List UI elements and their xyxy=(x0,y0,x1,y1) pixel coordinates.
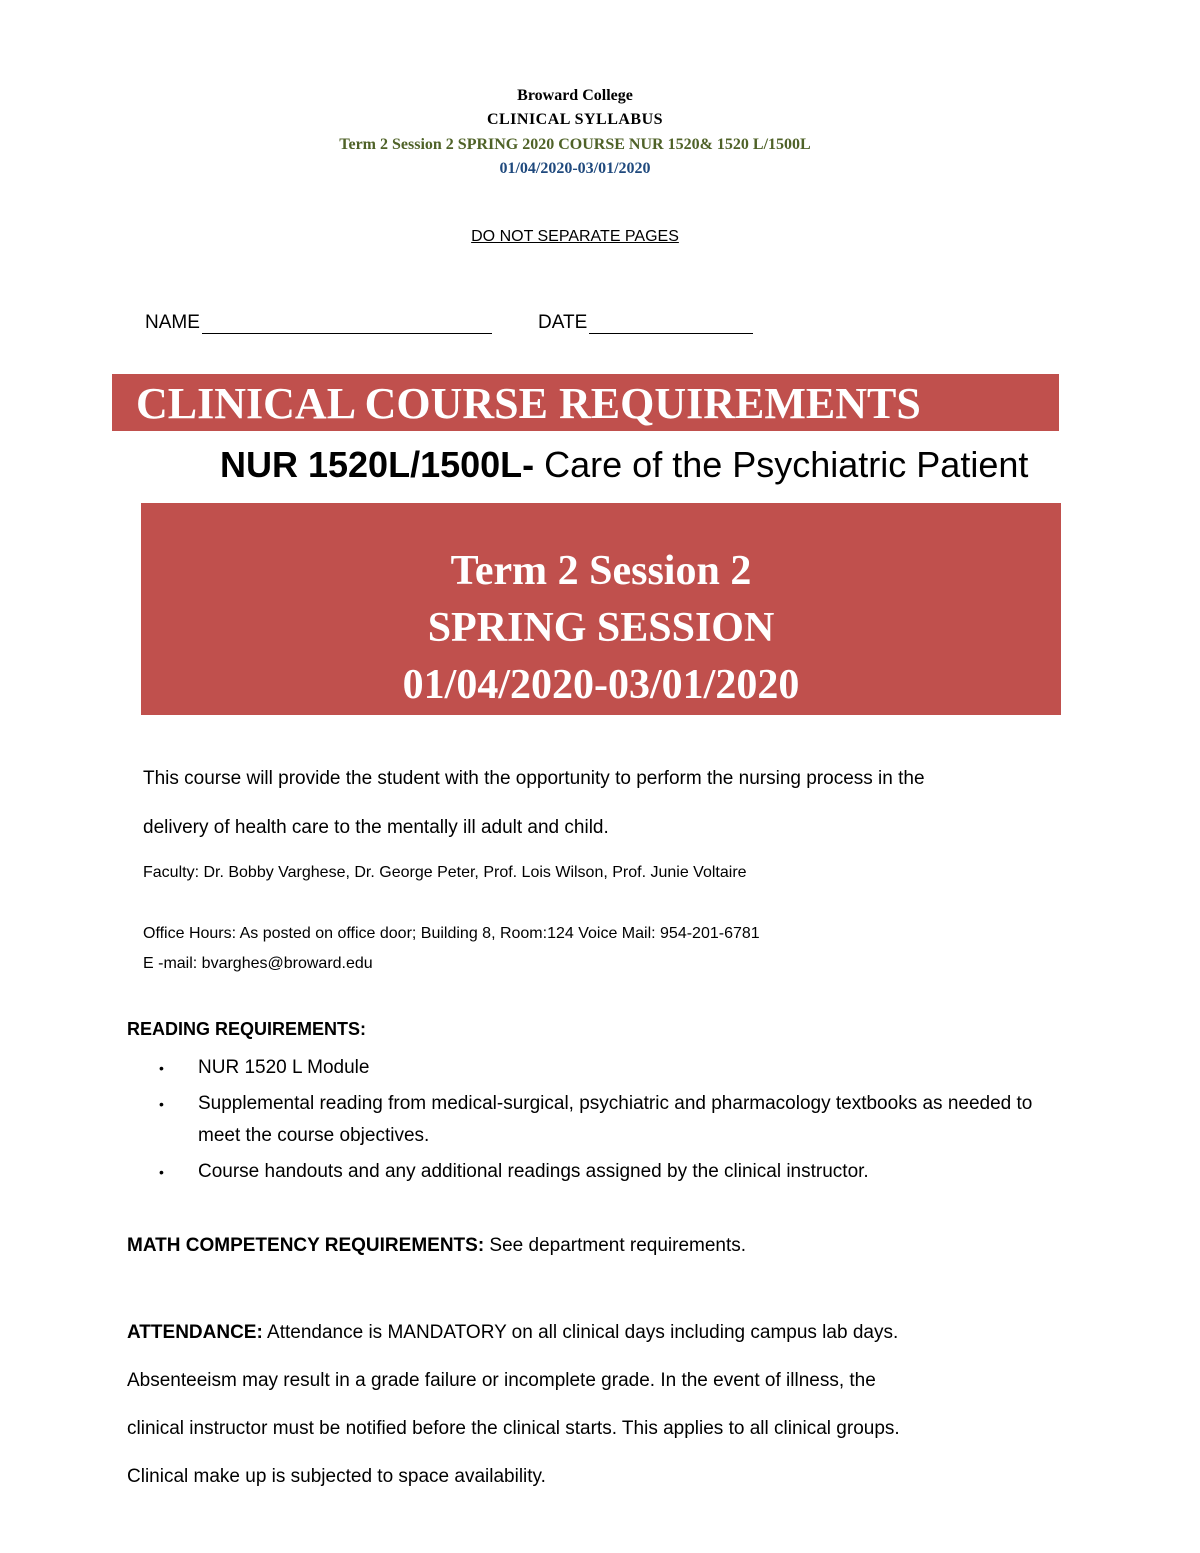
date-field[interactable] xyxy=(538,312,753,334)
attendance-heading: ATTENDANCE: xyxy=(127,1322,263,1343)
office-hours: Office Hours: As posted on office door; Building 8, Room:124 Voice Mail: 954-201-6781 xyxy=(143,925,760,942)
list-item: • Course handouts and any additional readings assigned by the clinical instructor. xyxy=(155,1156,1055,1188)
session-banner xyxy=(141,503,1061,715)
course-code: NUR 1520L/1500L- xyxy=(220,444,535,485)
faculty-list: Faculty: Dr. Bobby Varghese, Dr. George Peter, Prof. Lois Wilson, Prof. Junie Voltaire xyxy=(143,864,747,881)
banner-title: CLINICAL COURSE REQUIREMENTS xyxy=(136,379,921,428)
session-season: SPRING SESSION xyxy=(427,605,775,651)
attendance-line-1: ATTENDANCE: Attendance is MANDATORY on all clinical days including campus lab days. xyxy=(127,1322,899,1343)
bullet-icon: • xyxy=(159,1060,164,1076)
session-dates: 01/04/2020-03/01/2020 xyxy=(499,160,651,177)
course-description-line-1: This course will provide the student with the opportunity to perform the nursing process in the xyxy=(143,768,925,789)
math-heading: MATH COMPETENCY REQUIREMENTS: xyxy=(127,1235,485,1256)
list-item: • Supplemental reading from medical-surgical, psychiatric and pharmacology textbooks as needed to meet the course objectives. xyxy=(155,1088,1055,1152)
date-blank-line[interactable] xyxy=(589,313,753,334)
date-label: DATE xyxy=(538,312,588,333)
clinical-requirements-banner xyxy=(112,374,1059,431)
email-contact: E -mail: bvarghes@broward.edu xyxy=(143,955,373,972)
do-not-separate-notice: DO NOT SEPARATE PAGES xyxy=(471,228,679,245)
course-title: Care of the Psychiatric Patient xyxy=(534,444,1029,485)
syllabus-title: CLINICAL SYLLABUS xyxy=(486,111,664,128)
math-requirements xyxy=(127,1222,1077,1270)
course-description-line-2: delivery of health care to the mentally ill adult and child. xyxy=(143,817,609,838)
session-term: Term 2 Session 2 xyxy=(450,548,752,594)
term-course-line: Term 2 Session 2 SPRING 2020 COURSE NUR 1520& 1520 L/1500L xyxy=(339,136,811,153)
name-field[interactable] xyxy=(145,312,492,334)
name-label: NAME xyxy=(145,312,200,333)
reading-requirements-list xyxy=(155,1052,1055,1192)
course-subtitle xyxy=(220,444,1028,486)
bullet-icon: • xyxy=(159,1164,164,1180)
list-item: • NUR 1520 L Module xyxy=(155,1052,1055,1084)
math-text: See department requirements. xyxy=(484,1235,747,1256)
attendance-line-2: Absenteeism may result in a grade failure or incomplete grade. In the event of illness, the xyxy=(127,1370,876,1391)
college-name: Broward College xyxy=(517,87,633,104)
attendance-line-3: clinical instructor must be notified before the clinical starts. This applies to all clinical groups. xyxy=(127,1418,900,1439)
reading-requirements-heading: READING REQUIREMENTS: xyxy=(127,1019,367,1039)
attendance-line-4: Clinical make up is subjected to space availability. xyxy=(127,1466,546,1487)
bullet-icon: • xyxy=(159,1096,164,1112)
session-dates-large: 01/04/2020-03/01/2020 xyxy=(402,662,800,708)
name-blank-line[interactable] xyxy=(202,313,492,334)
